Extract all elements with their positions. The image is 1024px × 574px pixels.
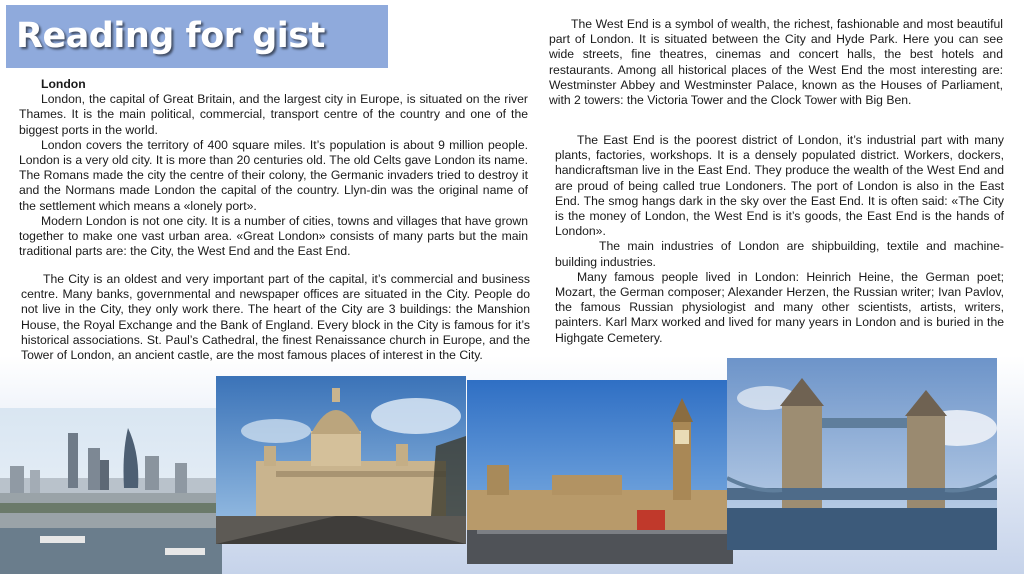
title-banner: [6, 5, 388, 68]
paragraph: Many famous people lived in London: Heinrich Heine, the German poet; Mozart, the German composer; Alexander Herzen, the Russian writer; Ivan Pavlov, the famous Russian physiologist and many other scientists, artists, writers, painters. Karl Marx worked and lived for many years in London and is buried in the Highgate Cemetery.: [555, 269, 1004, 345]
paragraph: London, the capital of Great Britain, and the largest city in Europe, is situated on the river Thames. It is the main political, commercial, transport centre of the country and one of the biggest ports in the world.: [19, 92, 528, 137]
tower-bridge-photo: [727, 358, 997, 550]
paragraph: The City is an oldest and very important part of the capital, it’s commercial and business centre. Many banks, governmental and newspaper offices are situated in the City. People do not live in the City, they only work there. The heart of the City are 3 buildings: the Manshion House, the Royal Exchange and the Bank of England. Every block in the City is famous for it’s historical associations. St. Paul’s Cathedral, the finest Renaissance church in Europe, and the Tower of London, an ancient castle, are the most famous places of interest in the City.: [21, 272, 530, 363]
city-text: [21, 272, 530, 363]
paragraph: The West End is a symbol of wealth, the richest, fashionable and most beautiful part of London. It is situated between the City and Hyde Park. Here you can see wide streets, fine theatres, cinemas and concert halls, the best hotels and restaurants. Among all historical places of the West End the most interesting are: Westminster Abbey and Westminster Palace, known as the Houses of Parliament, with 2 towers: the Victoria Tower and the Clock Tower with Big Ben.: [549, 17, 1003, 108]
page-title: Reading for gist: [16, 16, 325, 56]
west-end-text: [549, 17, 1003, 108]
paragraph: London covers the territory of 400 square miles. It’s population is about 9 million people. London is a very old city. It is more than 20 centuries old. The old Celts gave London its name. The Romans made the city the centre of their colony, the Germanic invaders tried to destroy it and the Normans made London the capital of the country. Llyn-din was the original name of the settlement which means a «lonely port».: [19, 137, 528, 213]
section-heading: London: [41, 77, 86, 91]
london-intro-text: [19, 77, 528, 259]
houses-of-parliament-photo: [467, 380, 733, 564]
paragraph: The main industries of London are shipbuilding, textile and machine-building industries.: [555, 239, 1004, 269]
east-end-text: [555, 133, 1004, 346]
paragraph: The East End is the poorest district of London, it’s industrial part with many plants, factories, workshops. It is a densely populated district. Workers, dockers, handicraftsman live in the East End. They produce the wealth of the West End and are proud of being called true Londoners. The port of London is also in the East End. The smog hangs dark in the sky over the East End. It is often said: «The City is the money of London, the West End is it’s goods, the East End is the hands of London».: [555, 133, 1004, 239]
st-pauls-cathedral-photo: [216, 376, 466, 544]
city-skyline-photo: [0, 408, 222, 574]
paragraph: Modern London is not one city. It is a number of cities, towns and villages that have grown together to make one vast urban area. «Great London» consists of many parts but the main traditional parts are: the City, the West End and the East End.: [19, 213, 528, 259]
